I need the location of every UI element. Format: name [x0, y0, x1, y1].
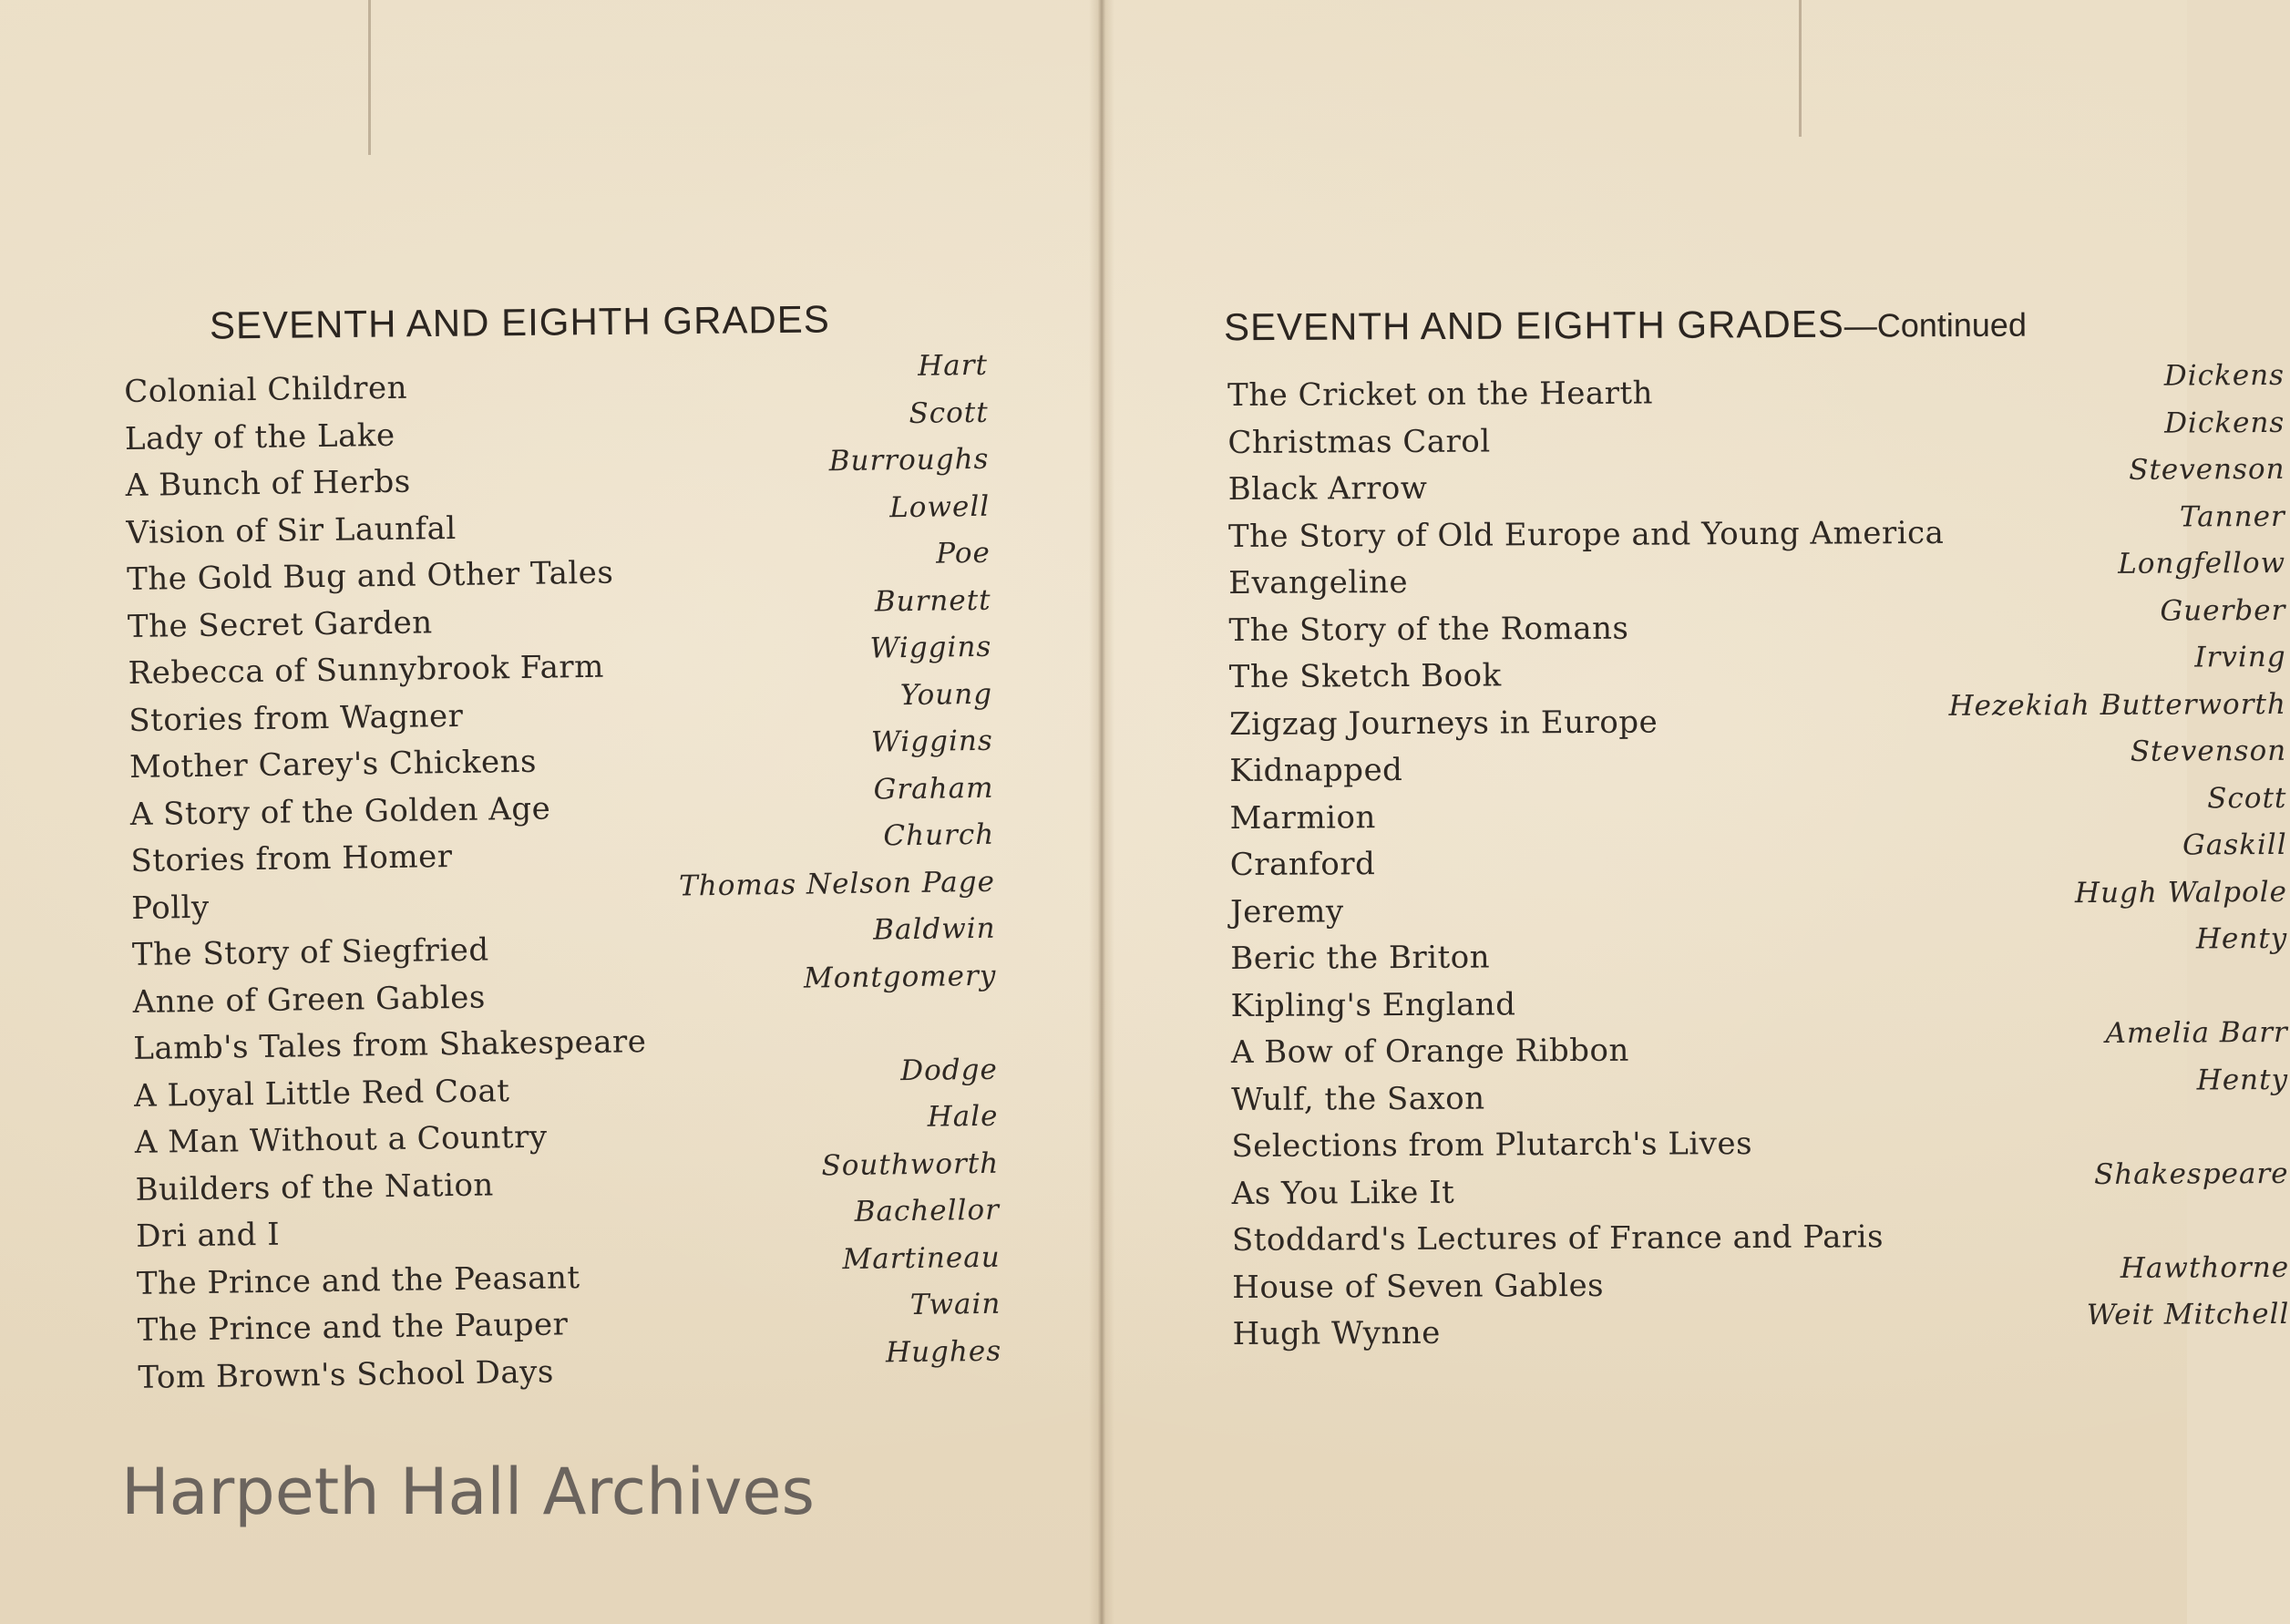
book-entry — [1230, 921, 2288, 986]
book-title: Beric the Briton — [1230, 939, 1491, 977]
book-author: Southworth — [821, 1146, 1000, 1182]
book-author: Poe — [935, 536, 991, 570]
book-title: Kidnapped — [1229, 751, 1403, 789]
book-author: Stevenson — [2129, 452, 2285, 487]
book-author: Henty — [2195, 921, 2288, 956]
book-title: Dri and I — [135, 1216, 281, 1255]
book-author: Martineau — [842, 1240, 1001, 1276]
book-author: Irving — [2194, 640, 2286, 674]
left-book-list — [124, 348, 1002, 1404]
book-author: Stevenson — [2130, 734, 2287, 768]
book-author: Baldwin — [872, 911, 996, 947]
book-author: Thomas Nelson Page — [678, 865, 996, 903]
book-author: Lowell — [888, 489, 991, 524]
center-fold — [1089, 0, 1114, 1624]
book-author: Henty — [2196, 1063, 2289, 1096]
book-title: House of Seven Gables — [1232, 1267, 1605, 1306]
right-page — [1114, 0, 2290, 1624]
book-author: Longfellow — [2118, 546, 2286, 581]
book-author: Burnett — [874, 583, 991, 619]
book-author: Gaskill — [2182, 827, 2287, 862]
book-author: Dodge — [899, 1053, 999, 1087]
right-page-heading — [1224, 302, 2027, 350]
book-author: Hugh Walpole — [2074, 875, 2288, 910]
book-title: Kipling's England — [1230, 985, 1516, 1024]
book-title: Christmas Carol — [1227, 422, 1491, 461]
book-title: The Gold Bug and Other Tales — [126, 554, 614, 598]
book-title: Jeremy — [1229, 892, 1344, 930]
book-author: Hale — [927, 1099, 999, 1134]
book-title: Evangeline — [1228, 563, 1409, 601]
right-heading-main: SEVENTH AND EIGHTH GRADES — [1223, 302, 1844, 349]
book-entry — [1231, 1063, 2289, 1126]
book-entry — [1230, 1015, 2288, 1080]
book-entry — [1228, 546, 2286, 611]
book-title: The Prince and the Pauper — [137, 1306, 569, 1349]
book-entry — [1227, 452, 2285, 517]
book-author: Montgomery — [803, 959, 997, 995]
book-author: Scott — [2207, 781, 2287, 815]
book-author: Guerber — [2160, 593, 2286, 628]
book-title: Colonial Children — [124, 369, 408, 410]
book-title: Builders of the Nation — [135, 1166, 495, 1208]
book-title: Hugh Wynne — [1232, 1314, 1441, 1352]
book-author: Amelia Barr — [2105, 1015, 2288, 1050]
book-author: Hawthorne — [2120, 1250, 2290, 1285]
book-title: A Loyal Little Red Coat — [133, 1072, 510, 1115]
book-author: Dickens — [2163, 358, 2285, 393]
book-author: Shakespeare — [2093, 1156, 2289, 1191]
book-title: Marmion — [1229, 798, 1376, 837]
book-title: Zigzag Journeys in Europe — [1228, 704, 1658, 743]
book-author: Hughes — [885, 1334, 1002, 1369]
book-author: Tanner — [2179, 499, 2285, 534]
left-page — [0, 0, 1090, 1624]
book-title: Stories from Homer — [130, 838, 453, 879]
book-title: Lamb's Tales from Shakespeare — [133, 1023, 647, 1067]
book-title: A Story of the Golden Age — [129, 790, 551, 833]
book-author: Young — [899, 677, 993, 712]
book-title: The Story of Old Europe and Young America — [1227, 514, 1945, 555]
book-title: Lady of the Lake — [124, 416, 395, 457]
right-book-list — [1227, 358, 2290, 1362]
book-title: Anne of Green Gables — [132, 979, 487, 1021]
book-title: A Bow of Orange Ribbon — [1230, 1032, 1629, 1071]
book-title: Black Arrow — [1227, 469, 1428, 508]
book-title: The Secret Garden — [127, 603, 433, 645]
book-author: Church — [883, 817, 995, 853]
book-entry — [1228, 687, 2286, 751]
book-title: Stories from Wagner — [128, 697, 464, 739]
book-author: Twain — [909, 1287, 1001, 1322]
book-title: As You Like It — [1231, 1174, 1455, 1212]
book-title: Stoddard's Lectures of France and Paris — [1231, 1218, 1884, 1259]
book-title: Wulf, the Saxon — [1231, 1080, 1485, 1118]
book-title: The Cricket on the Hearth — [1227, 375, 1654, 414]
book-author: Bachellor — [854, 1193, 1001, 1228]
book-title: The Sketch Book — [1228, 657, 1502, 695]
book-author: Dickens — [2164, 406, 2285, 440]
book-entry — [1227, 358, 2285, 423]
book-title: The Story of the Romans — [1228, 610, 1629, 649]
book-author: Hezekiah Butterworth — [1948, 687, 2286, 723]
book-author: Burroughs — [828, 442, 990, 478]
book-author: Weit Mitchell — [2086, 1297, 2290, 1332]
book-entry — [1229, 781, 2287, 845]
book-author: Wiggins — [870, 724, 993, 759]
book-title: Mother Carey's Chickens — [128, 743, 538, 786]
archive-watermark: Harpeth Hall Archives — [121, 1454, 815, 1529]
book-entry — [1231, 1156, 2289, 1220]
book-title: The Prince and the Peasant — [136, 1259, 580, 1302]
book-author: Graham — [873, 771, 994, 807]
book-title: Polly — [130, 889, 210, 927]
book-author: Wiggins — [869, 630, 992, 665]
left-page-heading: SEVENTH AND EIGHTH GRADES — [209, 297, 831, 347]
book-author: Hart — [917, 348, 989, 383]
book-title: A Bunch of Herbs — [125, 463, 411, 504]
book-entry — [1232, 1297, 2290, 1362]
book-title: A Man Without a Country — [134, 1118, 548, 1161]
book-entry — [1229, 875, 2288, 939]
book-title: The Story of Siegfried — [131, 931, 489, 973]
book-title: Vision of Sir Launfal — [126, 509, 457, 551]
right-heading-continued: —Continued — [1843, 305, 2028, 344]
book-entry — [1227, 406, 2285, 469]
book-title: Tom Brown's School Days — [138, 1353, 555, 1396]
book-author: Scott — [909, 396, 989, 430]
book-title: Cranford — [1229, 846, 1376, 883]
book-title: Selections from Plutarch's Lives — [1231, 1125, 1753, 1165]
book-title: Rebecca of Sunnybrook Farm — [128, 648, 605, 692]
